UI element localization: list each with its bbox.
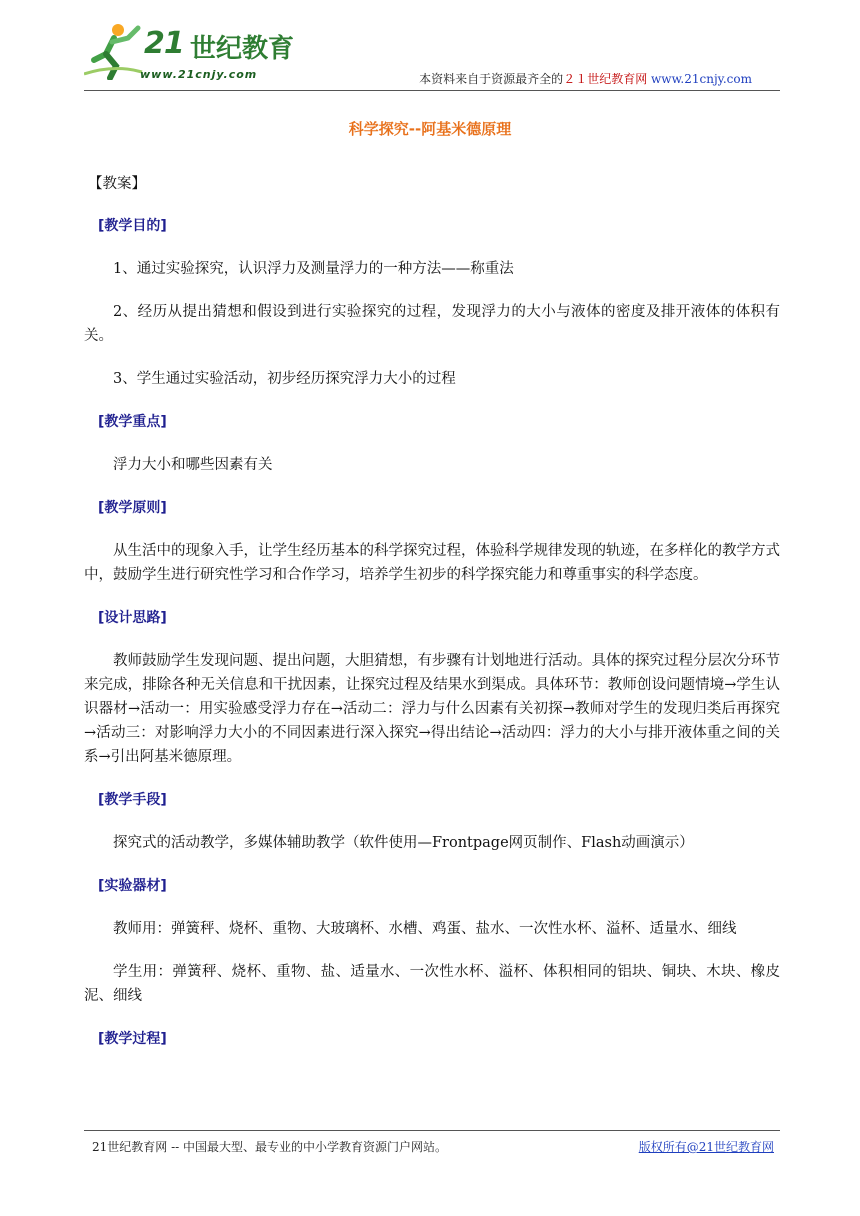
principle-text: 从生活中的现象入手，让学生经历基本的科学探究过程，体验科学规律发现的轨迹，在多样化的教学方式中，鼓励学生进行研究性学习和合作学习，培养学生初步的科学探究能力和尊重事实的科学态度。 xyxy=(84,543,780,583)
heading-goal: [教学目的] xyxy=(98,218,167,234)
document-body xyxy=(84,172,780,1051)
design-text: 教师鼓励学生发现问题、提出问题，大胆猜想，有步骤有计划地进行活动。具体的探究过程分层次分环节来完成，排除各种无关信息和干扰因素，让探究过程及结果水到渠成。具体环节：教师创设问题情境→学生认识器材→活动一：用实验感受浮力存在→活动二：浮力与什么因素有关初探→教师对学生的发现归类后再探究→活动三：对影响浮力大小的不同因素进行深入探究→得出结论→活动四：浮力的大小与排开液体重之间的关系→引出阿基米德原理。 xyxy=(84,653,780,765)
document-title: 科学探究--阿基米德原理 xyxy=(348,120,512,138)
heading-design: [设计思路] xyxy=(98,610,167,626)
goal-item-3: 3、学生通过实验活动，初步经历探究浮力大小的过程 xyxy=(113,371,456,387)
heading-focus: [教学重点] xyxy=(98,414,167,430)
logo-number: 21 xyxy=(144,26,184,61)
focus-text: 浮力大小和哪些因素有关 xyxy=(113,457,273,473)
heading-equipment: [实验器材] xyxy=(98,878,167,894)
copyright-link[interactable]: 版权所有@21世纪教育网 xyxy=(638,1140,774,1154)
heading-process: [教学过程] xyxy=(98,1031,167,1047)
footer-note: 21世纪教育网 -- 中国最大型、最专业的中小学教育资源门户网站。 xyxy=(92,1140,448,1154)
equipment-teacher: 教师用：弹簧秤、烧杯、重物、大玻璃杯、水槽、鸡蛋、盐水、一次性水杯、溢杯、适量水、细线 xyxy=(113,921,737,937)
logo-url: www.21cnjy.com xyxy=(140,68,258,81)
footer-divider xyxy=(84,1130,780,1131)
runner-logo-icon xyxy=(84,20,144,80)
source-prefix: 本资料来自于资源最齐全的 xyxy=(419,72,564,86)
source-note xyxy=(419,70,752,87)
header-divider xyxy=(84,90,780,91)
source-url[interactable]: www.21cnjy.com xyxy=(651,72,752,86)
goal-item-2: 2、经历从提出猜想和假设到进行实验探究的过程，发现浮力的大小与液体的密度及排开液体的体积有关。 xyxy=(84,304,780,344)
doc-tag: 【教案】 xyxy=(88,176,146,192)
equipment-student: 学生用：弹簧秤、烧杯、重物、盐、适量水、一次性水杯、溢杯、体积相同的铝块、铜块、木块、橡皮泥、细线 xyxy=(84,964,780,1004)
heading-principle: [教学原则] xyxy=(98,500,167,516)
goal-item-1: 1、通过实验探究，认识浮力及测量浮力的一种方法——称重法 xyxy=(113,261,514,277)
means-text: 探究式的活动教学，多媒体辅助教学（软件使用—Frontpage网页制作、Flash动画演示） xyxy=(113,835,694,851)
source-site[interactable]: ２１世纪教育网 xyxy=(563,72,648,86)
logo-name: 世纪教育 xyxy=(190,34,295,64)
page-header xyxy=(84,12,780,90)
heading-means: [教学手段] xyxy=(98,792,167,808)
site-logo[interactable] xyxy=(84,16,304,86)
